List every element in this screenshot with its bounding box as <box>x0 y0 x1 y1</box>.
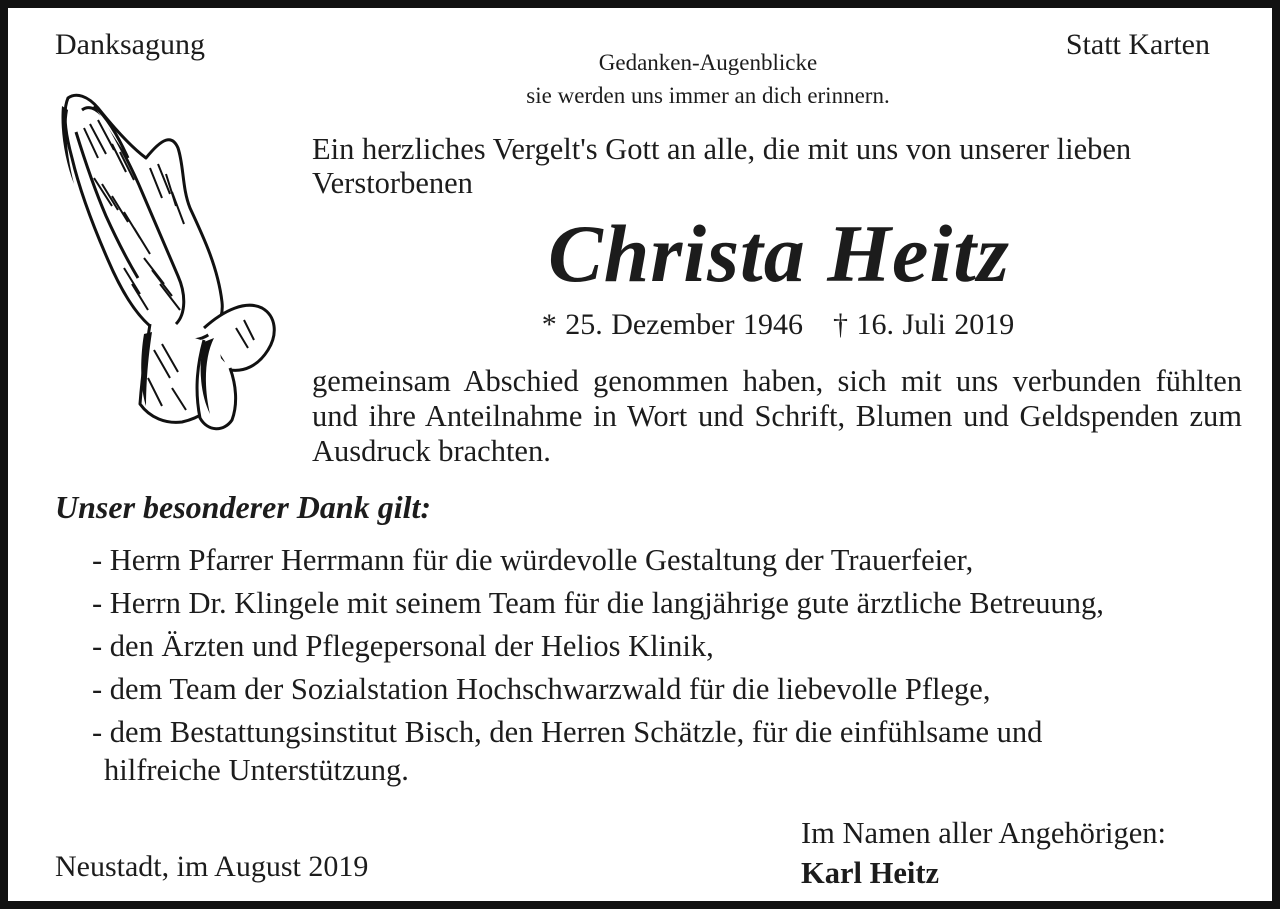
life-dates <box>312 308 1244 342</box>
place-date: Neustadt, im August 2019 <box>55 850 369 883</box>
list-item: - Herrn Dr. Klingele mit seinem Team für die langjährige gute ärztliche Betreuung, <box>92 586 1104 620</box>
quote-line-2: sie werden uns immer an dich erinnern. <box>526 83 890 108</box>
quote <box>388 46 1028 112</box>
heading-danksagung: Danksagung <box>55 28 205 61</box>
signature-line: Im Namen aller Angehörigen: <box>801 816 1167 850</box>
thanks-heading: Unser besonderer Dank gilt: <box>55 489 432 525</box>
list-item <box>92 713 1262 789</box>
quote-line-1: Gedanken-Augenblicke <box>598 50 818 75</box>
signature-name: Karl Heitz <box>801 856 940 890</box>
list-item-continuation: hilfreiche Unterstützung. <box>104 753 409 787</box>
intro-text: Ein herzliches Vergelt's Gott an alle, die mit uns von unserer lieben Verstorbenen <box>312 132 1132 200</box>
list-item: - den Ärzten und Pflegepersonal der Helios Klinik, <box>92 629 714 663</box>
birth-date: * 25. Dezember 1946 <box>541 308 803 341</box>
death-date: † 16. Juli 2019 <box>832 308 1015 341</box>
deceased-name: Christa Heitz <box>548 208 1010 299</box>
body-text: gemeinsam Abschied genommen haben, sich mit uns verbunden fühlten und ihre Anteilnahme in Wort und Schrift, Blumen und Geldspenden zum Ausdruck brachten. <box>312 364 1242 468</box>
list-item: - dem Team der Sozialstation Hochschwarzwald für die liebevolle Pflege, <box>92 672 991 706</box>
thanks-list <box>92 541 1262 789</box>
list-item-text: - dem Bestattungsinstitut Bisch, den Herren Schätzle, für die einfühlsame und <box>92 715 1043 749</box>
heading-statt-karten: Statt Karten <box>1065 28 1210 61</box>
praying-hands-icon <box>54 88 284 438</box>
list-item: - Herrn Pfarrer Herrmann für die würdevolle Gestaltung der Trauerfeier, <box>92 543 974 577</box>
